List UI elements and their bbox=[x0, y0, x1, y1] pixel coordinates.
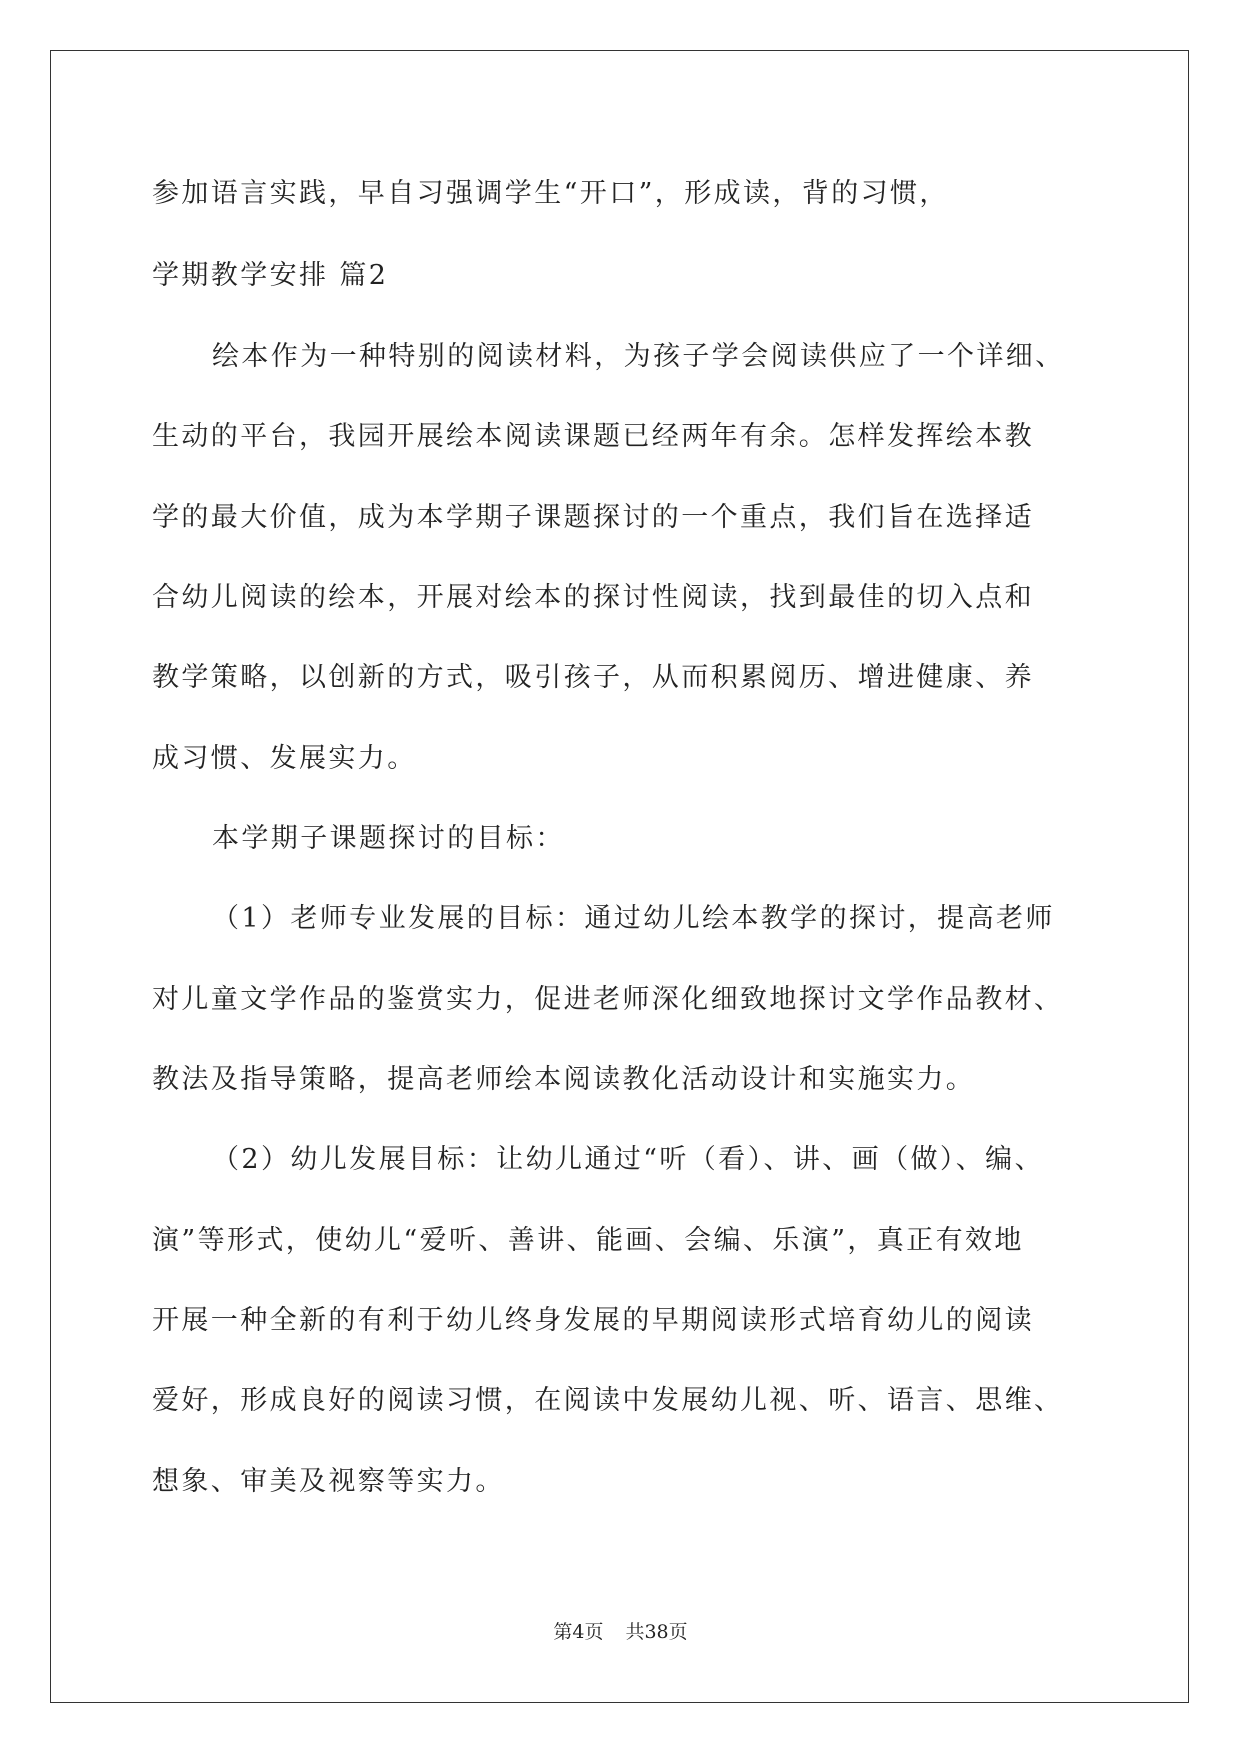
paragraph-line: 演”等形式，使幼儿“爱听、善讲、能画、会编、乐演”，真正有效地 bbox=[152, 1225, 1024, 1256]
page-border bbox=[50, 50, 1189, 1703]
paragraph-line: 本学期子课题探讨的目标： bbox=[212, 823, 565, 854]
paragraph-line: 成习惯、发展实力。 bbox=[152, 743, 417, 774]
text-line: 参加语言实践，早自习强调学生“开口”，形成读，背的习惯， bbox=[152, 178, 949, 209]
page-footer bbox=[0, 1620, 1241, 1644]
paragraph-line: 教学策略，以创新的方式，吸引孩子，从而积累阅历、增进健康、养 bbox=[152, 662, 1034, 693]
paragraph-line: 想象、审美及视察等实力。 bbox=[152, 1466, 505, 1497]
paragraph-line: 学的最大价值，成为本学期子课题探讨的一个重点，我们旨在选择适 bbox=[152, 502, 1034, 533]
page-total: 共38页 bbox=[625, 1621, 688, 1643]
paragraph-line: 教法及指导策略，提高老师绘本阅读教化活动设计和实施实力。 bbox=[152, 1064, 976, 1095]
paragraph-line: 开展一种全新的有利于幼儿终身发展的早期阅读形式培育幼儿的阅读 bbox=[152, 1305, 1034, 1336]
page-number: 第4页 bbox=[553, 1621, 604, 1643]
section-heading: 学期教学安排 篇2 bbox=[152, 260, 389, 291]
paragraph-line: 生动的平台，我园开展绘本阅读课题已经两年有余。怎样发挥绘本教 bbox=[152, 421, 1034, 452]
paragraph-line: （2）幼儿发展目标：让幼儿通过“听（看）、讲、画（做）、编、 bbox=[212, 1144, 1044, 1175]
paragraph-line: 绘本作为一种特别的阅读材料，为孩子学会阅读供应了一个详细、 bbox=[212, 341, 1065, 372]
paragraph-line: 合幼儿阅读的绘本，开展对绘本的探讨性阅读，找到最佳的切入点和 bbox=[152, 582, 1034, 613]
paragraph-line: （1）老师专业发展的目标：通过幼儿绘本教学的探讨，提高老师 bbox=[212, 903, 1055, 934]
paragraph-line: 爱好，形成良好的阅读习惯，在阅读中发展幼儿视、听、语言、思维、 bbox=[152, 1385, 1064, 1416]
paragraph-line: 对儿童文学作品的鉴赏实力，促进老师深化细致地探讨文学作品教材、 bbox=[152, 984, 1064, 1015]
